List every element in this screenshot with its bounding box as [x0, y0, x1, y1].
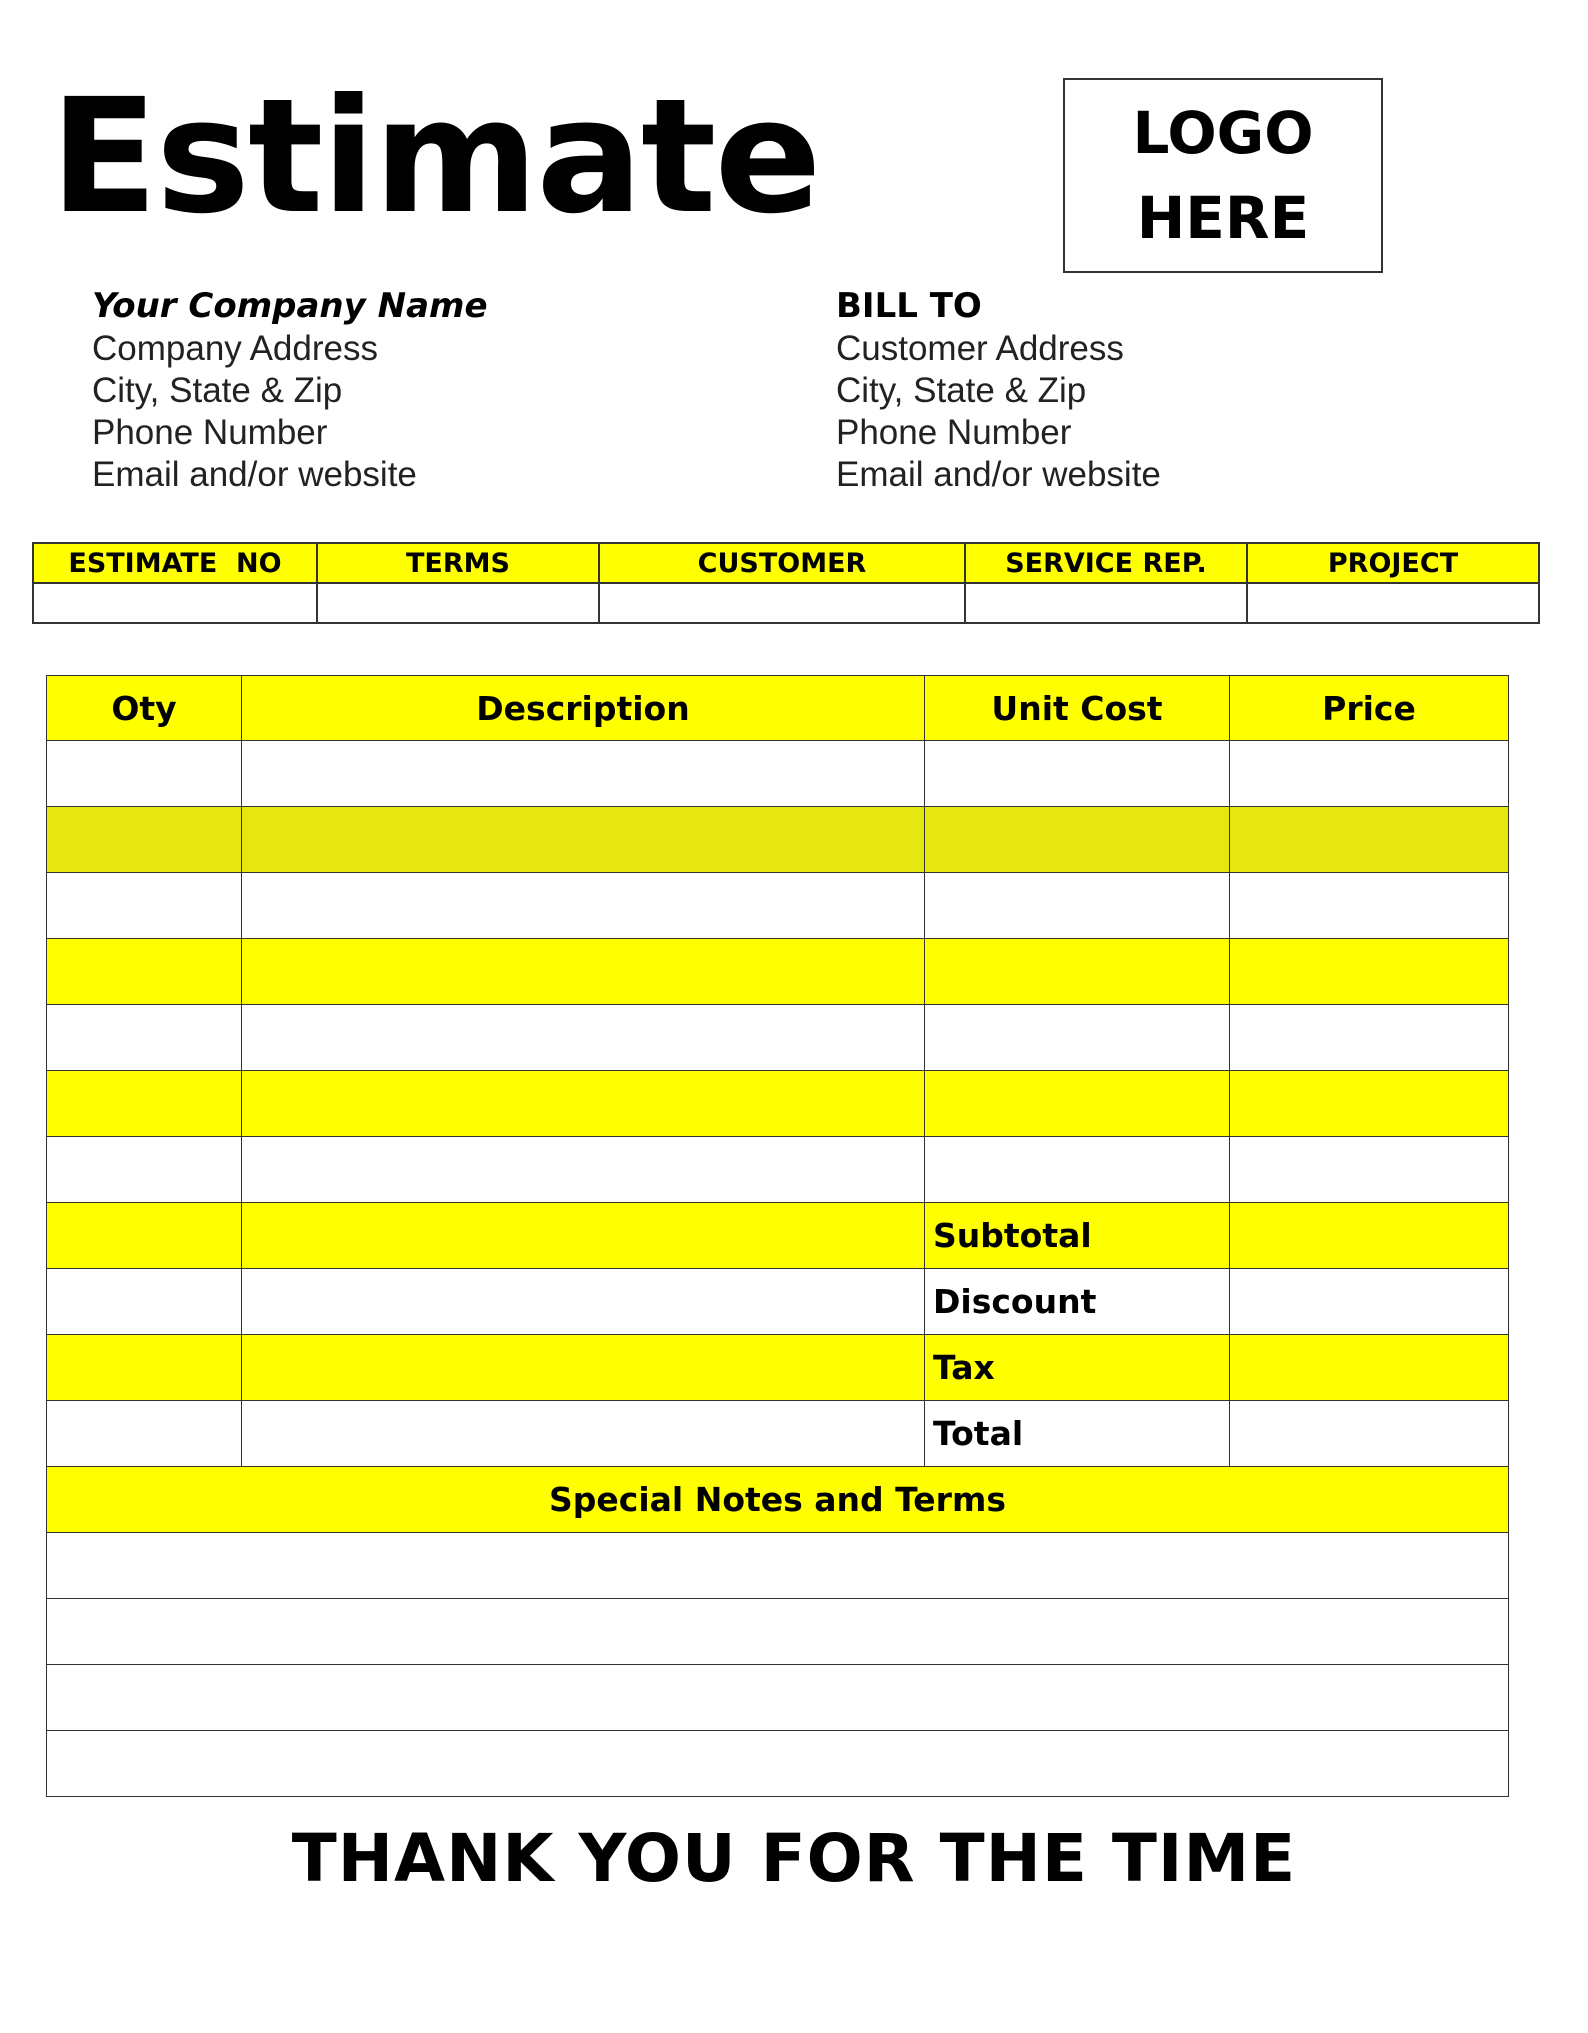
- subtotal-label: Subtotal: [925, 1203, 1230, 1269]
- price-cell[interactable]: [1230, 807, 1509, 873]
- description-cell[interactable]: [242, 807, 925, 873]
- tax-row: [47, 1335, 1509, 1401]
- bill-to-heading: BILL TO: [836, 286, 982, 326]
- unit-cost-cell[interactable]: [925, 807, 1230, 873]
- price-cell[interactable]: [1230, 1137, 1509, 1203]
- qty-cell[interactable]: [47, 873, 242, 939]
- qty-cell[interactable]: [47, 1203, 242, 1269]
- estimate-info-table: [32, 542, 1540, 624]
- description-cell[interactable]: [242, 1203, 925, 1269]
- notes-header-row: [47, 1467, 1509, 1533]
- description-cell[interactable]: [242, 1269, 925, 1335]
- discount-row: [47, 1269, 1509, 1335]
- description-cell[interactable]: [242, 873, 925, 939]
- qty-cell[interactable]: [47, 1005, 242, 1071]
- price-cell[interactable]: [1230, 1071, 1509, 1137]
- notes-row: [47, 1599, 1509, 1665]
- discount-value[interactable]: [1230, 1269, 1509, 1335]
- thank-you-footer: THANK YOU FOR THE TIME: [291, 1820, 1297, 1897]
- company-block: [92, 284, 488, 496]
- customer-phone: Phone Number: [836, 413, 1072, 452]
- subtotal-value[interactable]: [1230, 1203, 1509, 1269]
- description-cell[interactable]: [242, 1005, 925, 1071]
- notes-line[interactable]: [47, 1731, 1509, 1797]
- notes-line[interactable]: [47, 1533, 1509, 1599]
- service-rep-header: SERVICE REP.: [965, 543, 1247, 583]
- qty-cell[interactable]: [47, 1335, 242, 1401]
- terms-field[interactable]: [317, 583, 599, 623]
- price-header: Price: [1230, 676, 1509, 741]
- qty-cell[interactable]: [47, 1071, 242, 1137]
- total-row: [47, 1401, 1509, 1467]
- unit-cost-cell[interactable]: [925, 1071, 1230, 1137]
- estimate-no-field[interactable]: [33, 583, 317, 623]
- notes-row: [47, 1665, 1509, 1731]
- notes-row: [47, 1731, 1509, 1797]
- document-title: Estimate: [50, 65, 820, 249]
- tax-label: Tax: [925, 1335, 1230, 1401]
- customer-header: CUSTOMER: [599, 543, 965, 583]
- customer-address: Customer Address: [836, 329, 1124, 368]
- qty-header: Oty: [47, 676, 242, 741]
- description-header: Description: [242, 676, 925, 741]
- qty-cell[interactable]: [47, 1269, 242, 1335]
- total-label: Total: [925, 1401, 1230, 1467]
- notes-line[interactable]: [47, 1665, 1509, 1731]
- unit-cost-header: Unit Cost: [925, 676, 1230, 741]
- customer-email: Email and/or website: [836, 455, 1161, 494]
- logo-line-2: HERE: [1136, 183, 1310, 252]
- table-row: [47, 1137, 1509, 1203]
- table-row: [47, 1071, 1509, 1137]
- description-cell[interactable]: [242, 1401, 925, 1467]
- qty-cell[interactable]: [47, 939, 242, 1005]
- description-cell[interactable]: [242, 1137, 925, 1203]
- logo-placeholder: [1063, 78, 1383, 273]
- description-cell[interactable]: [242, 741, 925, 807]
- table-row: [47, 873, 1509, 939]
- total-value[interactable]: [1230, 1401, 1509, 1467]
- project-header: PROJECT: [1247, 543, 1539, 583]
- table-row: [47, 939, 1509, 1005]
- qty-cell[interactable]: [47, 807, 242, 873]
- description-cell[interactable]: [242, 1335, 925, 1401]
- table-row: [47, 807, 1509, 873]
- table-row: [47, 1005, 1509, 1071]
- logo-line-1: LOGO: [1132, 99, 1314, 168]
- price-cell[interactable]: [1230, 939, 1509, 1005]
- unit-cost-cell[interactable]: [925, 873, 1230, 939]
- estimate-no-header: ESTIMATE NO: [33, 543, 317, 583]
- unit-cost-cell[interactable]: [925, 1005, 1230, 1071]
- qty-cell[interactable]: [47, 741, 242, 807]
- line-items-table: [46, 675, 1509, 1797]
- unit-cost-cell[interactable]: [925, 1137, 1230, 1203]
- qty-cell[interactable]: [47, 1137, 242, 1203]
- qty-cell[interactable]: [47, 1401, 242, 1467]
- terms-header: TERMS: [317, 543, 599, 583]
- discount-label: Discount: [925, 1269, 1230, 1335]
- notes-row: [47, 1533, 1509, 1599]
- special-notes-heading: Special Notes and Terms: [47, 1467, 1509, 1533]
- company-city-state-zip: City, State & Zip: [92, 371, 343, 410]
- subtotal-row: [47, 1203, 1509, 1269]
- price-cell[interactable]: [1230, 873, 1509, 939]
- price-cell[interactable]: [1230, 741, 1509, 807]
- company-phone: Phone Number: [92, 413, 328, 452]
- bill-to-block: [836, 284, 1161, 496]
- description-cell[interactable]: [242, 939, 925, 1005]
- tax-value[interactable]: [1230, 1335, 1509, 1401]
- service-rep-field[interactable]: [965, 583, 1247, 623]
- price-cell[interactable]: [1230, 1005, 1509, 1071]
- notes-line[interactable]: [47, 1599, 1509, 1665]
- unit-cost-cell[interactable]: [925, 741, 1230, 807]
- unit-cost-cell[interactable]: [925, 939, 1230, 1005]
- project-field[interactable]: [1247, 583, 1539, 623]
- table-header-row: [47, 676, 1509, 741]
- table-row: [47, 741, 1509, 807]
- customer-city-state-zip: City, State & Zip: [836, 371, 1087, 410]
- company-email: Email and/or website: [92, 455, 417, 494]
- company-address: Company Address: [92, 329, 378, 368]
- company-name: Your Company Name: [92, 286, 488, 326]
- description-cell[interactable]: [242, 1071, 925, 1137]
- customer-field[interactable]: [599, 583, 965, 623]
